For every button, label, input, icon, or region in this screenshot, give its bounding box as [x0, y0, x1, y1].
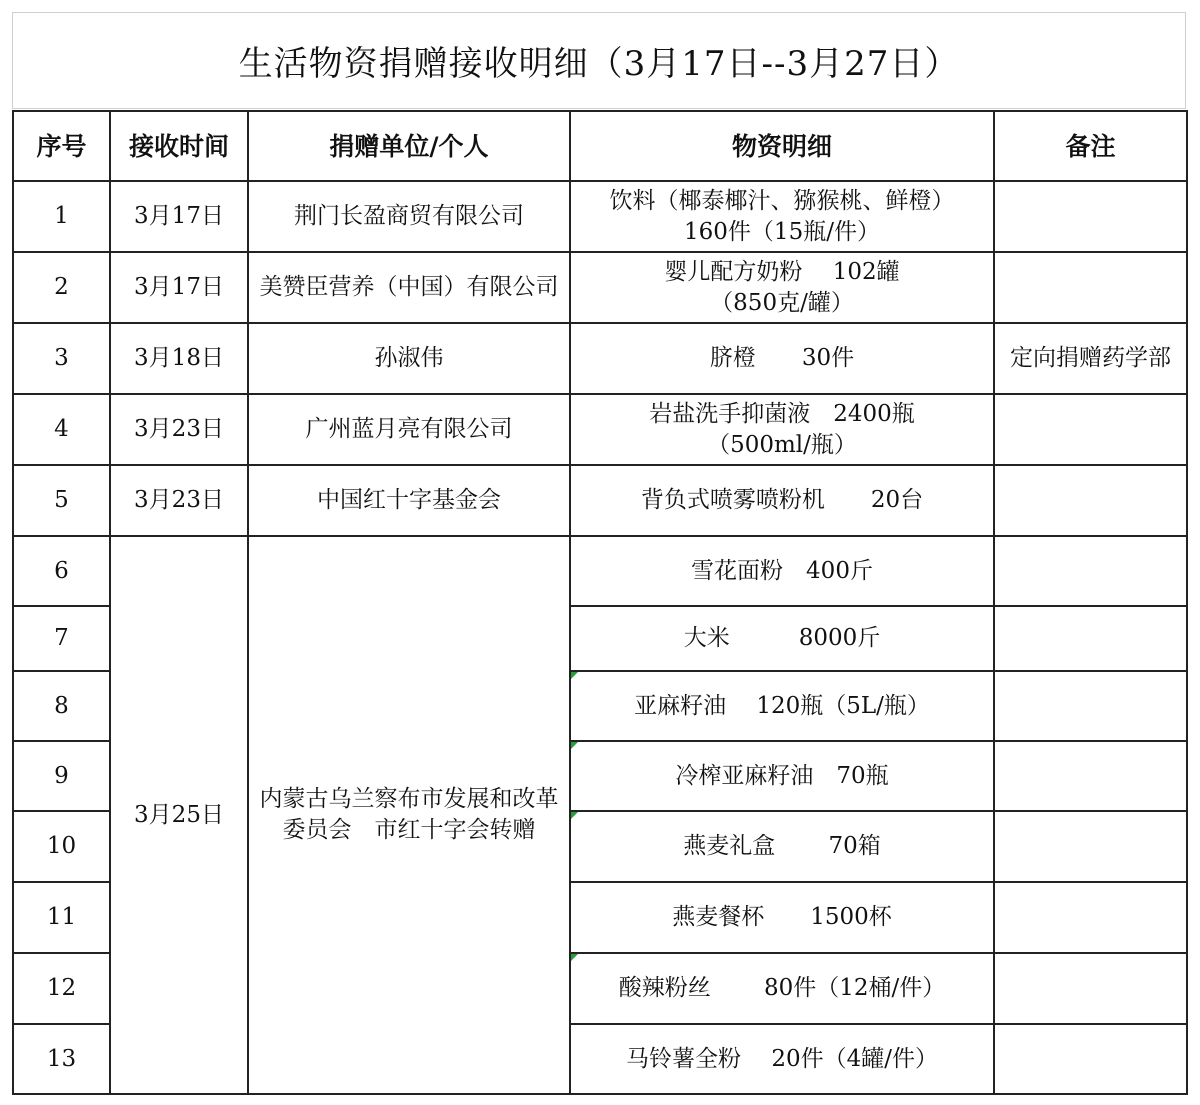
items-cell[interactable]: 雪花面粉 400斤: [570, 536, 994, 606]
note-cell[interactable]: [994, 953, 1187, 1024]
time-cell[interactable]: 3月17日: [110, 252, 248, 323]
seq-cell[interactable]: 1: [13, 181, 110, 252]
table-row: [13, 323, 1187, 394]
items-cell[interactable]: 亚麻籽油 120瓶（5L/瓶）: [570, 671, 994, 741]
table-row: [13, 465, 1187, 536]
items-cell[interactable]: 大米 8000斤: [570, 606, 994, 671]
items-cell[interactable]: 冷榨亚麻籽油 70瓶: [570, 741, 994, 811]
item-line: 婴儿配方奶粉 102罐: [664, 258, 900, 285]
items-cell[interactable]: [570, 323, 994, 394]
time-cell[interactable]: 3月18日: [110, 323, 248, 394]
note-cell[interactable]: [994, 465, 1187, 536]
header-items: 物资明细: [570, 111, 994, 181]
items-cell[interactable]: 燕麦餐杯 1500杯: [570, 882, 994, 953]
item-line: 背负式喷雾喷粉机 20台: [640, 487, 924, 513]
note-cell[interactable]: [994, 536, 1187, 606]
note-cell[interactable]: [994, 394, 1187, 465]
item-line: （500ml/瓶）: [707, 431, 857, 458]
sheet-title: 生活物资捐赠接收明细（3月17日--3月27日）: [12, 12, 1186, 109]
table-row: [13, 181, 1187, 252]
item-line: 饮料（椰泰椰汁、猕猴桃、鲜橙）: [609, 187, 955, 214]
seq-cell[interactable]: 5: [13, 465, 110, 536]
items-cell[interactable]: 酸辣粉丝 80件（12桶/件）: [570, 953, 994, 1024]
donor-cell[interactable]: 中国红十字基金会: [248, 465, 570, 536]
items-cell[interactable]: [570, 181, 994, 252]
header-time: 接收时间: [110, 111, 248, 181]
header-donor: 捐赠单位/个人: [248, 111, 570, 181]
seq-cell[interactable]: 7: [13, 606, 110, 671]
seq-cell[interactable]: 11: [13, 882, 110, 953]
header-row: [13, 111, 1187, 181]
donor-cell[interactable]: 美赞臣营养（中国）有限公司: [248, 252, 570, 323]
item-line: 脐橙 30件: [709, 345, 855, 371]
spreadsheet: [12, 12, 1186, 1092]
seq-cell[interactable]: 2: [13, 252, 110, 323]
note-cell[interactable]: [994, 252, 1187, 323]
seq-cell[interactable]: 13: [13, 1024, 110, 1094]
seq-cell[interactable]: 10: [13, 811, 110, 882]
seq-cell[interactable]: 9: [13, 741, 110, 811]
note-cell[interactable]: [994, 741, 1187, 811]
seq-cell[interactable]: 12: [13, 953, 110, 1024]
donor-cell[interactable]: 荆门长盈商贸有限公司: [248, 181, 570, 252]
time-cell[interactable]: 3月23日: [110, 465, 248, 536]
item-line: （850克/罐）: [710, 289, 854, 316]
seq-cell[interactable]: 4: [13, 394, 110, 465]
seq-cell[interactable]: 6: [13, 536, 110, 606]
merged-donor-cell[interactable]: 内蒙古乌兰察布市发展和改革委员会 市红十字会转赠: [248, 536, 570, 1094]
items-cell[interactable]: [570, 394, 994, 465]
items-cell[interactable]: 马铃薯全粉 20件（4罐/件）: [570, 1024, 994, 1094]
time-cell[interactable]: 3月17日: [110, 181, 248, 252]
item-line: 岩盐洗手抑菌液 2400瓶: [649, 400, 915, 427]
donor-cell[interactable]: 广州蓝月亮有限公司: [248, 394, 570, 465]
items-cell[interactable]: 燕麦礼盒 70箱: [570, 811, 994, 882]
header-seq: 序号: [13, 111, 110, 181]
note-cell[interactable]: [994, 882, 1187, 953]
note-cell[interactable]: [994, 1024, 1187, 1094]
header-note: 备注: [994, 111, 1187, 181]
seq-cell[interactable]: 8: [13, 671, 110, 741]
time-cell[interactable]: 3月23日: [110, 394, 248, 465]
table-row: [13, 252, 1187, 323]
note-cell[interactable]: [994, 671, 1187, 741]
note-cell[interactable]: [994, 811, 1187, 882]
note-cell[interactable]: [994, 606, 1187, 671]
table-row: [13, 536, 1187, 606]
table-row: [13, 394, 1187, 465]
merged-time-cell[interactable]: 3月25日: [110, 536, 248, 1094]
donation-table: [12, 110, 1188, 1095]
items-cell[interactable]: [570, 252, 994, 323]
note-cell[interactable]: 定向捐赠药学部: [994, 323, 1187, 394]
items-cell[interactable]: [570, 465, 994, 536]
item-line: 160件（15瓶/件）: [684, 218, 880, 245]
donor-cell[interactable]: 孙淑伟: [248, 323, 570, 394]
note-cell[interactable]: [994, 181, 1187, 252]
seq-cell[interactable]: 3: [13, 323, 110, 394]
